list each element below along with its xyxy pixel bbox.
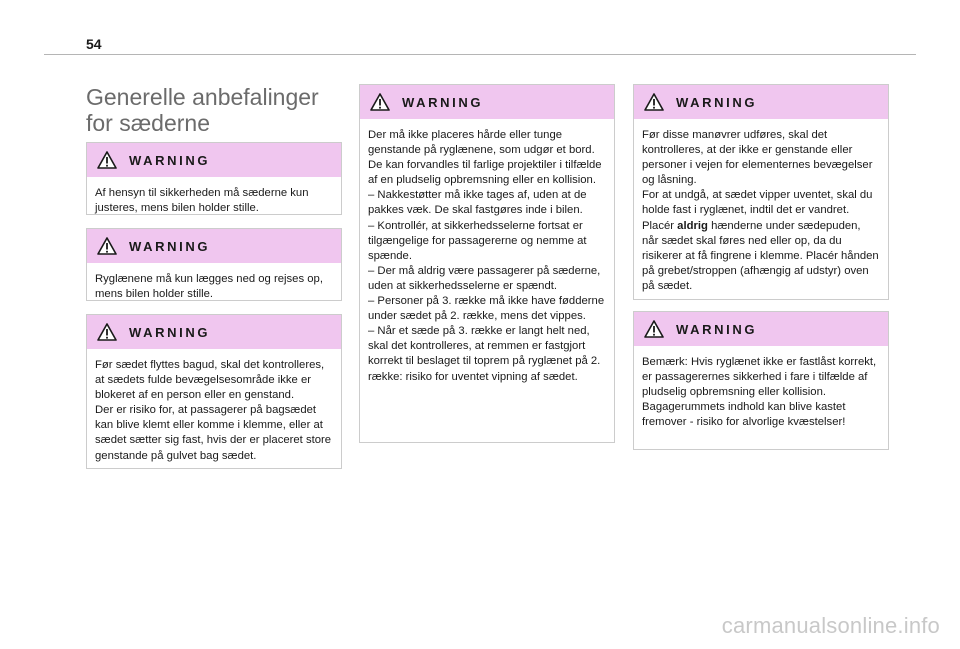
warning-text: For at undgå, at sædet vipper uventet, skal du holde fast i ryglænet, indtil det er vandret.	[642, 189, 873, 217]
warning-text: Før sædet flyttes bagud, skal det kontrolleres, at sædets fulde bevægelsesområde ikke er blokeret af en person eller en genstand.	[95, 359, 325, 402]
warning-list-item: – Kontrollér, at sikkerhedsselerne fortsat er tilgængelige for passagererne og nemme at spænde.	[368, 219, 587, 262]
warning-header	[87, 229, 341, 263]
warning-list-item: – Personer på 3. række må ikke have fødderne under sædet på 2. række, mens det vippes.	[368, 295, 605, 323]
warning-list-item: – Der må aldrig være passagerer på sæderne, uden at sikkerhedsselerne er spændt.	[368, 264, 601, 292]
warning-text: Bemærk: Hvis ryglænet ikke er fastlåst korrekt, er passagerernes sikkerhed i fare i tilfælde af pludselig opbremsning eller kollision.	[642, 356, 877, 399]
warning-triangle-icon	[97, 323, 117, 341]
warning-body	[634, 119, 888, 302]
warning-body	[87, 349, 341, 472]
warning-body	[634, 346, 888, 438]
warning-triangle-icon	[644, 93, 664, 111]
warning-header	[87, 143, 341, 177]
warning-triangle-icon	[370, 93, 390, 111]
warning-label: WARNING	[129, 238, 211, 254]
warning-label: WARNING	[402, 94, 484, 110]
warning-text: Før disse manøvrer udføres, skal det kontrolleres, at der ikke er genstande eller personer i vejen for elementernes bevægelser og låsning.	[642, 129, 873, 187]
warning-body	[87, 263, 341, 310]
warning-header	[87, 315, 341, 349]
warning-box-maneuvers	[633, 84, 889, 300]
warning-header	[634, 85, 888, 119]
warning-header	[360, 85, 614, 119]
warning-text: Bagagerummets indhold kan blive kastet fremover - risiko for alvorlige kvæstelser!	[642, 401, 846, 429]
warning-label: WARNING	[676, 321, 758, 337]
warning-body	[360, 119, 614, 393]
warning-triangle-icon	[644, 320, 664, 338]
warning-list-item: – Nakkestøtter må ikke tages af, uden at de pakkes væk. De skal fastgøres inde i bilen.	[368, 189, 587, 217]
warning-label: WARNING	[676, 94, 758, 110]
warning-list-item: – Når et sæde på 3. række er langt helt ned, skal det kontrolleres, at remmen er fastgjort korrekt til beslaget til toprem på ryglænet på 2. række: risiko for uventet vipning af sædet.	[368, 325, 601, 383]
warning-header	[634, 312, 888, 346]
warning-text: Der er risiko for, at passagerer på bagsædet kan blive klemt eller komme i klemme, eller at sædet sætter sig fast, hvis der er placeret store genstande på gulvet bag sædet.	[95, 404, 332, 462]
emphasis-never: aldrig	[677, 219, 708, 232]
section-title: Generelle anbefalinger for sæderne	[86, 84, 319, 136]
warning-box-backrests	[86, 228, 342, 301]
warning-text-part: Placér	[642, 219, 678, 232]
warning-label: WARNING	[129, 152, 211, 168]
warning-box-objects-on-backrests	[359, 84, 615, 443]
warning-box-backrest-locked	[633, 311, 889, 450]
warning-text-part: hænderne under sædepuden, når sædet skal føres ned eller op, da du risikerer at få fingrene i klemme. Placér hånden på grebet/stroppen (afhængig af udstyr) oven på sædet.	[642, 219, 879, 292]
warning-triangle-icon	[97, 237, 117, 255]
page-number: 54	[86, 36, 102, 52]
watermark: carmanualsonline.info	[721, 613, 940, 638]
warning-box-move-back	[86, 314, 342, 469]
warning-text: Der må ikke placeres hårde eller tunge genstande på ryglænene, som udgør et bord. De kan forvandles til farlige projektiler i tilfælde af en pludselig opbremsning eller en kollision.	[368, 129, 602, 187]
warning-text	[642, 219, 880, 294]
header-divider	[44, 54, 916, 55]
warning-text: Ryglænene må kun lægges ned og rejses op, mens bilen holder stille.	[95, 273, 323, 301]
warning-text: Af hensyn til sikkerheden må sæderne kun justeres, mens bilen holder stille.	[95, 187, 309, 215]
warning-body	[87, 177, 341, 224]
warning-label: WARNING	[129, 324, 211, 340]
warning-triangle-icon	[97, 151, 117, 169]
warning-box-adjust-stationary	[86, 142, 342, 215]
